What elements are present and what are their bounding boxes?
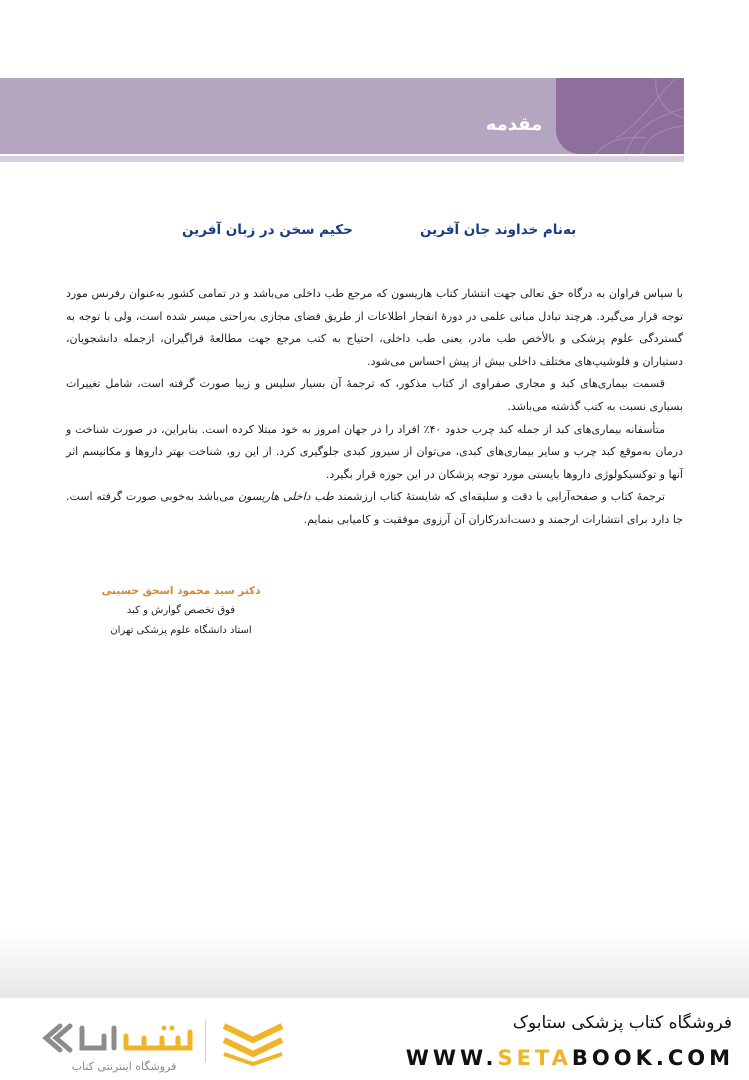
- footer-shadow: [0, 930, 749, 998]
- paragraph: قسمت بیماری‌های کبد و مجاری صفراوی از کتاب مذکور، که ترجمهٔ آن بسیار سلیس و زیبا صورت گرفته است، شامل تغییرات بسیاری نسبت به کتب گذشته می‌باشد.: [66, 377, 683, 413]
- setabook-wordmark-logo: [38, 1018, 198, 1058]
- header-floral-decoration: [556, 78, 684, 154]
- url-prefix: WWW.: [405, 1046, 498, 1070]
- logo-divider: [205, 1020, 206, 1062]
- page-top-margin: [0, 0, 749, 78]
- book-title-italic: طب داخلی هاریسون: [238, 490, 334, 504]
- page-title: مقدمه: [485, 114, 543, 135]
- url-highlight: SETA: [497, 1046, 572, 1070]
- store-name: فروشگاه کتاب پزشکی ستابوک: [512, 1013, 732, 1033]
- chapter-header-tab: [556, 78, 684, 154]
- signature-affiliation: استاد دانشگاه علوم پزشکی تهران: [110, 625, 252, 636]
- preface-body: [66, 283, 683, 532]
- paragraph-text: می‌باشد به‌خوبی صورت گرفته است. جا دارد برای انتشارات ارجمند و دست‌اندرکاران آن آرزوی موفقیت و کامیابی بنمایم.: [66, 490, 683, 526]
- paragraph: با سپاس فراوان به درگاه حق تعالی جهت انتشار کتاب هاریسون که مرجع طب داخلی می‌باشد و در تمامی کشور به‌عنوان رفرنس مورد توجه قرار می‌گیرد. هرچند تبادل مبانی علمی در دورهٔ انفجار اطلاعات از طریق فضای مجازی به‌راحتی میسر شده است، ولی با توجه به گستردگی علوم پزشکی و بالأخص طب مادر، یعنی طب داخلی، احتیاج به کتب مرجع جهت مطالعهٔ فراگیران، ازجمله دانشجویان، دستیاران و فلوشیپ‌های مختلف داخلی بیش از پیش احساس می‌شود.: [66, 287, 683, 368]
- opening-verse-2: حکیم سخن در زبان آفرین: [182, 222, 353, 238]
- signature-name: دکتر سید محمود اسحق حسینی: [101, 585, 261, 597]
- paragraph-text: ترجمهٔ کتاب و صفحه‌آرایی با دقت و سلیقه‌ای که شایستهٔ کتاب ارزشمند: [333, 490, 665, 504]
- paragraph: متأسفانه بیماری‌های کبد از جمله کبد چرب حدود ۴۰٪ افراد را در جهان امروز به خود مبتلا کرده است. بنابراین، در صورت شناخت و درمان به‌موقع کبد چرب و سایر بیماری‌های کبدی، می‌توان از سیروز کبدی جلوگیری کرد. از این رو، شناخت بهتر داروها و مکانیسم اثر آنها و توکسیکولوژی داروها بایستی مورد توجه پزشکان در این حوزه قرار بگیرد.: [66, 422, 683, 481]
- store-url: [384, 1046, 734, 1070]
- opening-verse-1: به‌نام خداوند جان آفرین: [420, 222, 577, 238]
- paragraph: [66, 486, 683, 531]
- header-underline: [0, 156, 684, 162]
- logo-tagline: فروشگاه اینترنتی کتاب: [71, 1060, 177, 1073]
- url-suffix: BOOK.COM: [571, 1046, 734, 1070]
- setabook-chevron-logo-icon: [220, 1018, 286, 1066]
- signature-title: فوق تخصص گوارش و کبد: [126, 605, 236, 616]
